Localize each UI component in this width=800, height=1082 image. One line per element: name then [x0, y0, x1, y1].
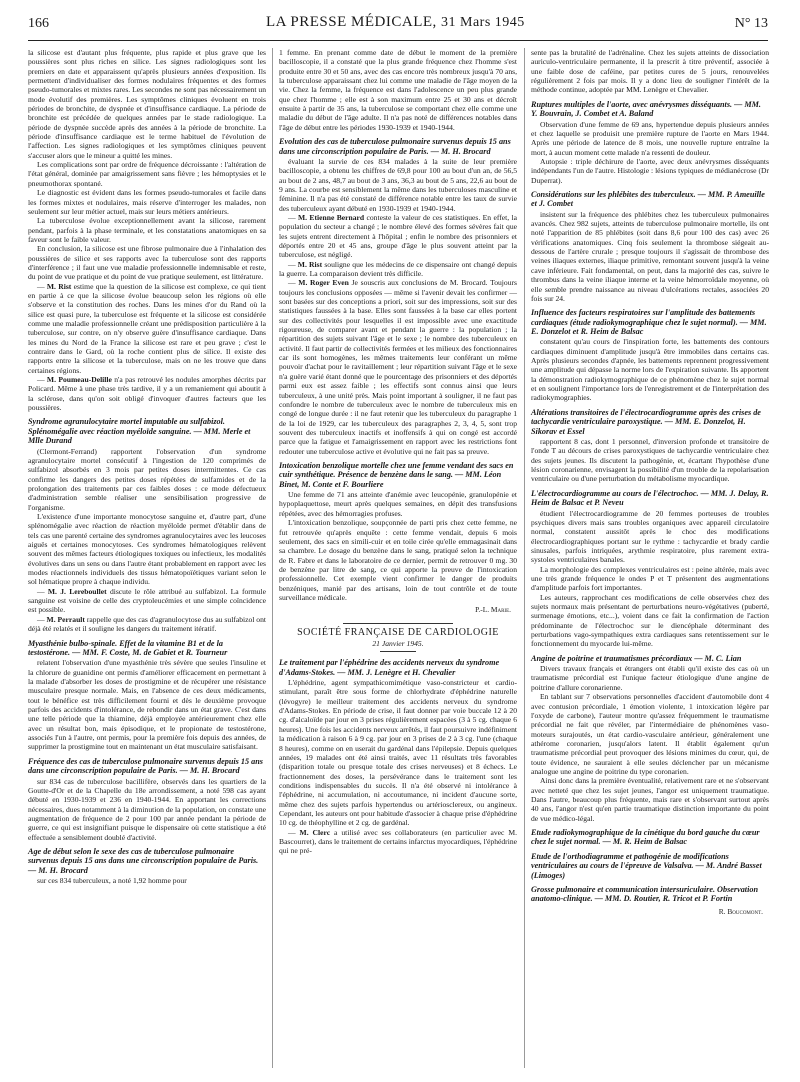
paragraph: évaluant la survie de ces 834 malades à la suite de leur première bacilloscopie, a obtenu les chiffres de 69,8 pour 100 au bout d'un an, de 56,5 au bout de 2 ans, 48,7 au bout de 3 ans, 36,3 au bout de 5 ans, 22,6 au bout de 9 ans. La courbe est sensiblement la même dans les tuberculoses masculine et féminine. Il n'a pas été constaté de différence notable entre les taux de survie des tuberculeux ayant débuté en 1930-1939 et 1940-1944. [279, 156, 517, 213]
paragraph-text: a utilisé avec ses collaborateurs (en particulier avec M. Bascourret), dans le traitement de certains infarctus myocardiques, l'éphédrine qui ne pré- [279, 827, 518, 856]
section-rule-short [380, 651, 416, 652]
authors: M. C. Lian [704, 653, 742, 663]
column-right [531, 48, 769, 916]
paragraph: Les auteurs, rapprochant ces modifications de celle observées chez des sujets normaux mais présentant de perturbations neuro-végétatives (puberté, surmenage émotions, etc...), voient dans ce fait la confirmation de l'action prédominante de l'électrochoc sur le diencéphale déterminant des perturbations vago-sympathiques extra cardiaques sans retentissement sur le fonctionnement du myocarde lui-même. [531, 592, 769, 649]
authors: MM. Y. Bouvrain, J. Combet et A. Baland [531, 99, 761, 119]
paragraph: Les complications sont par ordre de fréquence décroissante : l'altération de l'état général, dominée par amaigrissement sans fièvre ; les hémoptysies et le pneumothorax spontané. [28, 160, 266, 188]
paragraph-text: n'a pas retrouvé les nodules amorphes décrits par Policard. Même à une phase très tardive, il y a un remaniement qui aboutit à la sclérose, dans qu'on soit obligé d'invoquer d'autres facteurs que les poussières. [28, 375, 266, 413]
speaker: M. Clerc [299, 827, 331, 837]
heading-text: Angine de poitrine et traumatismes précordiaux [531, 653, 693, 663]
column-divider [524, 48, 525, 1068]
journal-title [266, 14, 525, 31]
heading-text: Intoxication benzolique mortelle chez une femme vendant des sacs en cuir synthétique. Présence de benzène dans le sang. [279, 460, 514, 480]
header-rule [28, 40, 768, 41]
paragraph: — M. Etienne Bernard conteste la valeur de ces statistiques. En effet, la population du secteur a changé ; le nombre élevé des formes sévères fait que les sujets entrent directement à l'hôpital ; enfin le nombre des prisonniers et déportés entre 20 et 45 ans, groupe d'âge le plus souvent atteint par la tuberculose, est négligé. [279, 212, 517, 260]
paragraph: étudient l'électrocardiogramme de 20 femmes porteuses de troubles psychiques divers mais sans troubles organiques avec appareil circulatoire normal, constatent aussitôt après le choc des modifications électrocardiographiques portant sur le rythme : tachycardie et brady cardie sinusales, parfois intriquées, arythmie respiratoire, plus rarement extra-systoles ventriculaires banales. [531, 508, 769, 565]
paragraph: relatent l'observation d'une myasthénie très sévère que seules l'insuline et la chlorure de guanidine ont permis d'améliorer efficacement en permettant à la malade d'absorber les doses de prostigmine et de récupérer une résistance musculaire presque normale. Mais, en l'absence de ces deux médicaments, tout le bénéfice est très difficilement fourni et dès le deuxième provoque parfois des accidents d'intolérance, de rebondir dans un état grave. C'est dans une telle période que la thiamine, déjà employée antérieurement chez elle avec un résultat bon, mais épisodique, et le propionate de testostérone, associés l'un à l'autre, ont permis, pour la première fois depuis des années, de supprimer la prostigmine tout en maintenant un état musculaire satisfaisant. [28, 658, 266, 752]
section-heading: Altérations transitoires de l'électrocardiogramme après des crises de tachycardie ventriculaire paroxystique. — MM. E. Donzelot, H. Sikorav et Essel [531, 407, 761, 436]
paragraph: L'intoxication benzolique, soupçonnée de parti pris chez cette femme, ne fut retrouvée qu'après enquête : cette femme vendait, depuis 6 mois seulement, des sacs en simili-cuir et en toile cirée qu'elle emmagasinait dans sa chambre. Le dosage du benzène dans le sang, pratiqué selon la technique de R. Fabre et dans le laboratoire de ce dernier, permit de retrouver 0 mg. 30 de benzène par litre de sang, ce qui apporte la preuve de l'intoxication professionnelle. Cet exemple vient confirmer le danger de produits benzéniques, manié par des artisans, loin de tout contrôle et de toute surveillance médicale. [279, 518, 517, 602]
paragraph: La morphologie des complexes ventriculaires est : peine altérée, mais avec une très grande fréquence le ondes P et T présentent des augmentations d'amplitude parfois fort importantes. [531, 564, 769, 593]
paragraph: — M. Roger Even Je souscris aux conclusions de M. Brocard. Toujours toujours les conclusions opposées — même si l'avenir devait les confirmer — sont basées sur des conceptions a priori, soit sur des impressions, soit sur des statistiques faussées à la base. Elles sont faussées à la base car elles portent sur des collectivités pour lesquelles il est impossible avec une exactitude rigoureuse, de comparer avant et pendant la guerre : la population ; la répartition des sujets suivant l'âge et le sexe ; le nombre des tuberculeux en activité. Il faut partir de collectivités fermées et les milieux des fonctionnaires car ils sont homogènes, les mêmes traitements leur conférant un même pouvoir d'achat pour le ravitaillement ; leur répartition suivant l'âge et le sexe n'a guère varié étant donné que le pourcentage des prisonniers et des déportés parmi eux est assez faible ; les effectifs sont connus ainsi que leurs tuberculeux, à une unité près. Mais point important à souligner, il ne faut pas confondre le nombre de tuberculeux avec le nombre de tuberculeux mis en congé de longue durée : il ne faut retenir que les tuberculeux du paragraphe 1 de la loi de 1929, car les tuberculeux des paragraphes 2, 3, 4, 5, sont trop souvent des tuberculeux inactifs et inoffensifs à qui on congé est accordé parce que la fatigue et l'amaigrissement en rapport avec les restrictions font redouter une tuberculose active et évolutive qui ne fait pas sa preuve. [279, 278, 517, 456]
paragraph: En conclusion, la silicose est une fibrose pulmonaire due à l'inhalation des poussières de silice et ses rapports avec la tuberculose sont des rapports d'interférence ; il faut une vue maladie professionnelle indemnisable et reste, du point de vue pratique et du point de vue pratique seulement, est littérature. [28, 244, 266, 282]
authors: MM. D. Routier, R. Tricot et P. Fortin [604, 894, 733, 904]
paragraph: Observation d'une femme de 69 ans, hypertendue depuis plusieurs années et chez laquelle se produisit une première rupture de l'aorte en Mars 1944. Après une période de latence de 8 mois, une nouvelle rupture entraîne la mort, à aucun moment cette malade n'a ressenti de douleur. [531, 119, 769, 157]
heading-text: Ruptures multiples de l'aorte, avec anévrysmes disséquants. [531, 99, 733, 109]
section-heading: Angine de poitrine et traumatismes précordiaux — M. C. Lian [531, 653, 742, 663]
society-title: SOCIÉTÉ FRANÇAISE DE CARDIOLOGIE [297, 626, 499, 638]
section-heading: L'électrocardiogramme au cours de l'électrochoc. — MM. J. Delay, R. Heim de Balsac et P. Neveu [531, 488, 769, 508]
section-heading: Syndrome agranulocytaire mortel imputable au sulfabizol. Splénomégalie avec réaction myéloïde sanguine. — MM. Merle et Mlle Durand [28, 417, 251, 446]
journal-name: LA PRESSE MÉDICALE, [266, 14, 437, 30]
issue-number: N° 13 [734, 16, 768, 31]
paragraph: sur ces 834 tuberculeux, a noté 1,92 homme pour [37, 876, 187, 886]
paragraph-text: souligne que les médecins de ce dispensaire ont changé depuis la guerre. La comparaison devient très difficile. [279, 259, 517, 279]
authors: MM. P. Ameuille et J. Combet [531, 189, 765, 209]
authors: MM. J. Delay, R. Heim de Balsac et P. Neveu [531, 488, 769, 508]
column-left [28, 48, 266, 886]
paragraph: constatent qu'au cours de l'inspiration forte, les battements des contours cardiaques diminuent d'amplitude jusqu'à être immobiles dans certains cas. Après plusieurs secondes d'apnée, les battements reprennent progressivement une amplitude qui dépasse la norme lors de l'expiration suivante. Ils apportent la démonstration radiokymographique de ce phénomène chez le sujet normal et en soulignent l'importance lors de l'enregistrement et de l'interprétation des radiokymographies. [531, 337, 769, 403]
authors: M. André Basset (Limoges) [531, 861, 762, 880]
heading-text: Altérations transitoires de l'électrocardiogramme après des crises de tachycardie ventriculaire paroxystique. [531, 407, 761, 427]
paragraph: Ainsi donc dans la première éventualité, relativement rare et ne s'observant avec netteté que chez les sujet jeunes, l'angor est uniquement traumatique. Dans l'autre, beaucoup plus fréquente, mais rare et s'observant surtout après 40 ans, l'angor n'est qu'en partie traumatique distinction importante du point de vue médico-légal. [531, 776, 769, 823]
paragraph: (Clermont-Ferrand) rapportent l'observation d'un syndrome agranulocytaire mortel consécutif à l'ingestion de 120 comprimés de sulfabizol absorbés en 3 mois par petites doses intermittentes. Ce cas confirme les dangers des petites doses répétées de sulfamides et de la prolongation des traitements par ces faibles doses : ce mode défectueux d'administration semble réaliser une sensibilisation progressive de l'organisme. [28, 446, 266, 512]
paragraph: — M. Rist souligne que les médecins de ce dispensaire ont changé depuis la guerre. La comparaison devient très difficile. [279, 259, 517, 279]
speaker: M. Rist [46, 281, 72, 291]
authors: M. H. Brocard [189, 766, 240, 776]
page-header [28, 14, 768, 34]
signature: R. Boucomont. [718, 906, 763, 916]
speaker: M. J. Lereboullet [47, 586, 107, 596]
paragraph: L'éphédrine, agent sympathicomimétique vaso-constricteur et cardio-stimulant, paraît être sous forme de chlorhydrate d'éphédrine naturelle (lévogyre) le meilleur traitement des accidents nerveux du syndrome d'Adams-Stokes. En période de crise, il faut donner par voie buccale 12 à 20 cg. d'alcaloïde par jour en 3 prises régulièrement espacées (3 à 5 cg. chaque 6 heures). Une fois les accidents nerveux arrêtés, il faut poursuivre indéfiniment la médication à raison 6 à 9 cg. par jour en 3 prises de 2 à 3 cg. l'une (chaque 8 heures), comme on en userait du gardénal dans l'épilepsie. Depuis quelques années, 19 malades ont été ainsi traités, avec 11 résultats très favorables (disparition totale ou presque totale des crises nerveuses) et 8 échecs. Le fractionnement des doses, la persévérance dans le traitement sont les conditions indispensables du succès. Il n'a été observé ni intolérance à l'éphédrine, ni accumulation, ni accoutumance, ni incident d'aucune sorte, même chez des sujets parfois hypertendus ou artériosclereux, ou angineux. Cependant, les auteurs ont pour habitude d'associer à chaque prise d'éphédrine 10 cg. de théophylline et 2 cg. de gardénal. [279, 678, 517, 828]
section-heading: Intoxication benzolique mortelle chez une femme vendant des sacs en cuir synthétique. Présence de benzène dans le sang. — MM. Léon Binet, M. Conte et F. Bourliere [279, 460, 514, 489]
issue-date: 31 Mars 1945 [441, 15, 525, 30]
heading-text: Syndrome agranulocytaire mortel imputable au sulfabizol. Splénomégalie avec réaction myéloïde sanguine. [28, 417, 225, 436]
section-heading: Ruptures multiples de l'aorte, avec anévrysmes disséquants. — MM. Y. Bouvrain, J. Combet et A. Baland [531, 99, 761, 119]
paragraph: Le diagnostic est évident dans les formes pseudo-tumorales et facile dans les formes mixtes et nodulaires, mais réserve d'interroger les malades, non seulement sur leur métier actuel, mais sur leurs métiers antérieurs. [28, 188, 266, 216]
heading-text: Considérations sur les phlébites des tuberculeux. [531, 189, 696, 199]
session-date: 21 Janvier 1945. [372, 638, 424, 648]
paragraph-text: discute le rôle attribué au sulfabizol. La formule sanguine est voisine de celle des cryptoleucémies et une simple coïncidence est possible. [28, 586, 266, 615]
section-heading: Influence des facteurs respiratoires sur l'amplitude des battements cardiaques (étude radiokymographique chez le sujet normal). — MM. E. Donzelot et R. Heim de Balsac [531, 308, 767, 336]
speaker: M. Rist [297, 259, 323, 269]
paragraph: L'existence d'une importante monocytose sanguine et, d'autre part, d'une splénomégalie avec réaction de réaction myéloïde permet d'établir dans de tels cas une parenté certaine des syndromes agranulocytaires avec les leucoses aiguës et certaines monocytoses. Ces syndromes hématologiques relèvent souvent des mêmes facteurs étiologiques toxiques ou infectieux, les modalités évolutives dans un sens ou dans l'autre étant probablement en rapport avec les modes réactionnels individuels des tissus hématopoïétiques variant selon le sol hématique propre à chaque individu. [28, 512, 266, 587]
paragraph-text: Je souscris aux conclusions de M. Brocard. Toujours toujours les conclusions opposées — même si l'avenir devait les confirmer — sont basées sur des conceptions a priori, soit sur des impressions, soit sur des statistiques faussées à la base. Elles sont faussées à la base car elles portent sur des collectivités pour lesquelles il est impossible avec une exactitude rigoureuse, de comparer avant et pendant la guerre : la population ; la répartition des sujets suivant l'âge et le sexe ; le nombre des tuberculeux en activité. Il faut partir de collectivités fermées et les milieux des fonctionnaires car ils sont homogènes, les mêmes traitements leur conférant un même pouvoir d'achat pour le ravitaillement ; leur répartition suivant l'âge et le sexe n'a guère varié étant donné que le pourcentage des prisonniers et des déportés parmi eux est assez faible ; les effectifs sont connus ainsi que leurs tuberculeux, à une unité près. Mais point important à souligner, il ne faut pas confondre le nombre de tuberculeux avec le nombre de tuberculeux mis en congé de longue durée : il ne faut retenir que les tuberculeux du paragraphe 1 de la loi de 1929, car les tuberculeux des paragraphes 2, 3, 4, 5, sont trop souvent des tuberculeux inactifs et inoffensifs à qui on congé est accordé parce que la fatigue et l'amaigrissement en rapport avec les restrictions font redouter une tuberculose active et évolutive qui ne fait pas sa preuve. [279, 278, 517, 456]
heading-text: Evolution des cas de tuberculose pulmonaire survenus depuis 15 ans dans une circonscription populaire de Paris. [279, 137, 511, 156]
heading-text: Grosse pulmonaire et communication intersuriculaire. Observation anatomo-clinique. [531, 885, 758, 904]
heading-text: Etude radiokymographique de la cinétique du bord gauche du cœur chez le sujet normal. [531, 827, 760, 847]
authors: M. H. Brocard [38, 865, 88, 875]
speaker: M. Perrault [46, 614, 85, 624]
paragraph: — M. Clerc a utilisé avec ses collaborateurs (en particulier avec M. Bascourret), dans le traitement de certains infarctus myocardiques, l'éphédrine qui ne pré- [279, 827, 518, 856]
paragraph: — M. J. Lereboullet discute le rôle attribué au sulfabizol. La formule sanguine est voisine de celle des cryptoleucémies et une simple coïncidence est possible. [28, 586, 266, 615]
paragraph-text: estime que la question de la silicose est complexe, ce qui tient en partie à ce que la silicose évolue beaucoup selon les régions où elle s'observe et la constitution des roches. Dans les mines d'or du Rand où la silice est quasi pure, la tuberculose est fréquente et la silicose est considérée comme une maladie professionnelle créant une prédisposition particulière à la tuberculose, sur contre, on n'y observe guère d'insuffisance cardiaque. Dans les mines du Nord de la France la silicose est rare et peu grave ; c'est le contraire dans le Gard, où la roche contient plus de silice. Il existe des rapports entre la silicose et la tuberculose, mais on ne les trouve que dans certaines régions. [28, 281, 266, 375]
paragraph-text: rappelle que des cas d'agranulocytose dus au sulfabizol ont déjà été relatés et il souligne les dangers du traitement itératif. [28, 614, 267, 634]
authors: MM. J. Lenègre et H. Chevalier [347, 667, 456, 677]
paragraph: insistent sur la fréquence des phlébites chez les tuberculeux pulmonaires avancés. Chez 982 sujets, atteints de tuberculose pulmonaire mortelle, ils ont noté l'apparition de 85 phlébites (soit dans 8,6 pour 100 des cas) avec 26 vérifications anatomiques. Cinq fois seulement la thrombose siégeait au-dessous de l'artère crurale ; presque toujours il s'agissait de thrombose des veines iliaques externes, iliaque primitive, remontant souvent jusqu'à la veine cave inférieure. Fait fondamental, on peut, dans la majorité des cas, suivre le thrombus dans la veine iliaque interne et la veine hémorroïdale moyenne, où elle semble prendre naissance au niveau d'ulcérations rectales, associées 20 fois sur 24. [531, 209, 769, 303]
section-heading: Grosse pulmonaire et communication intersuriculaire. Observation anatomo-clinique. — MM. D. Routier, R. Tricot et P. Fortin [531, 885, 758, 904]
paragraph: — M. Rist estime que la question de la silicose est complexe, ce qui tient en partie à ce que la silicose évolue beaucoup selon les régions où elle s'observe et la constitution des roches. Dans les mines d'or du Rand où la silice est quasi pure, la tuberculose est fréquente et la silicose est considérée comme une maladie professionnelle créant une prédisposition particulière à la tuberculose, sur contre, on n'y observe guère d'insuffisance cardiaque. Dans les mines du Nord de la France la silicose est rare et peu grave ; c'est le contraire dans le Gard, où la roche contient plus de silice. Il existe des rapports entre la silicose et la tuberculose, mais on ne les trouve que dans certaines régions. [28, 281, 266, 375]
heading-text: Le traitement par l'éphédrine des accidents nerveux du syndrome d'Adams-Stokes. [279, 658, 500, 677]
paragraph: — M. Poumeau-Delille n'a pas retrouvé les nodules amorphes décrits par Policard. Même à une phase très tardive, il y a un remaniement qui aboutit à la sclérose, dans qu'on soit obligé d'invoquer d'autres facteurs que les poussières. [28, 375, 266, 413]
speaker: M. Poumeau-Delille [46, 375, 112, 385]
heading-text: Influence des facteurs respiratoires sur l'amplitude des battements cardiaques (étude radiokymographique chez le sujet normal). [531, 308, 756, 327]
section-heading: Considérations sur les phlébites des tuberculeux. — MM. P. Ameuille et J. Combet [531, 189, 765, 209]
paragraph: En tablant sur 7 observations personnelles d'accident d'automobile dont 4 avec contusion précordiale, 1 émotion violente, 1 intoxication légère par l'oxyde de carbone), l'auteur montre qu'assez fréquemment le traumatisme précordial ne fait que révéler, par l'intermédiaire de phénomènes vaso-moteurs surajoutés, un état cardio-vasculaire antérieur, généralement une athérome coronarien, jusqu'alors latent. Il établit également qu'un traumatisme précordial peut provoquer des lésions minimes du cœur, qui, de toute évidence, ne sauraient à elle seules déclencher par un mécanisme analogue une angine de poitrine du type coronarien. [531, 692, 769, 776]
heading-text: Age de début selon le sexe des cas de tuberculose pulmonaire survenus depuis 15 ans dans une circonscription populaire de Paris. [28, 846, 259, 866]
page-number: 166 [28, 16, 49, 31]
heading-text: Myasthénie bulbo-spinale. Effet de la vitamine B1 et de la testostérone. [28, 638, 223, 657]
paragraph: Une femme de 71 ans atteinte d'anémie avec leucopénie, granulopénie et hypoplaquettose, meurt après quelques semaines, en dépit des transfusions répétées, avec des hémorragies profuses. [279, 490, 517, 518]
heading-text: L'électrocardiogramme au cours de l'électrochoc. [531, 488, 699, 498]
paragraph-text: conteste la valeur de ces statistiques. En effet, la population du secteur a changé ; le nombre élevé des formes sévères fait que les sujets entrent directement à l'hôpital ; enfin le nombre des prisonniers et déportés entre 20 et 45 ans, groupe d'âge le plus souvent atteint par la tuberculose, est négligé. [279, 212, 517, 260]
authors: M. R. Heim de Balsac [612, 837, 688, 847]
speaker: M. Roger Even [298, 278, 349, 288]
authors: M. H. Brocard [440, 146, 491, 156]
paragraph: 1 femme. En prenant comme date de début le moment de la première bacilloscopie, il a constaté que la plus grande fréquence chez l'homme s'est produite entre 30 et 50 ans, avec des cas encore très nombreux jusqu'à 70 ans, la tuberculose apparaissant chez lui comme une maladie de l'âge moyen de la vie. Chez la femme, la fréquence est dans l'adolescence un peu plus grande que chez l'homme ; elle est à son maximum entre 25 et 30 ans et décroît ensuite à partir de 35 ans, la tuberculose se comportant chez elle comme une maladie du début de l'âge adulte. Il n'a pas noté de différences notables dans l'âge de début entre les périodes 1930-1939 et 1940-1944. [279, 48, 517, 132]
section-heading: Le traitement par l'éphédrine des accidents nerveux du syndrome d'Adams-Stokes. — MM. J. Lenègre et H. Chevalier [279, 658, 500, 677]
paragraph: la silicose est d'autant plus fréquente, plus rapide et plus grave que les poussières sont plus riches en silice. Les signes radiologiques sont les premiers en date et apparaissent qu'après plusieurs années d'exposition. Ils permettent d'individualiser des formes nodulaires fréquentes et des formes pseudo-tumorales et mixtes rares. Les secondes ne sont pas nécessairement un mode évolutif des premières. Les symptômes cliniques évoluent en trois périodes de bronchite, de dyspnée et d'insuffisance cardiaque. La période de bronchite est précédée de quelques années par le stade radiologique. La période de dyspnée succède après des années à la période de bronchite. La période d'insuffisance cardiaque est le terme habituel de l'évolution de l'affection. Les signes radiologiques et les symptômes cliniques peuvent s'accuser alors que le mineur a quitté les mines. [28, 48, 266, 160]
paragraph: Divers travaux français et étrangers ont établi qu'il existe des cas où un traumatisme précordial est l'unique facteur étiologique d'une angine de poitrine d'allure coronarienne. [531, 664, 769, 692]
column-divider [272, 48, 273, 1068]
heading-text: Fréquence des cas de tuberculose pulmonaire survenus depuis 15 ans dans une circonscription populaire de Paris. [28, 756, 263, 776]
paragraph: sur 834 cas de tuberculose bacillifère, observés dans les quartiers de la Goutte-d'Or et de la Chapelle du 18e arrondissement, a noté 598 cas ayant débuté en 1930-1939 et 236 en 1940-1944. En apportant les corrections nécessaires, dues notamment à la diminution de la population, on constate une augmentation de fréquence de 2 pour 100 par année pendant la période de guerre, ce qui est insignifiant puisque le dispensaire où cette statistique a été effectuée a sensiblement doublé d'activité. [28, 776, 266, 842]
paragraph: rapportent 8 cas, dont 1 personnel, d'inversion profonde et transitoire de l'onde T au décours de crises paroxystiques de tachycardie ventriculaire chez des sujets jeunes. Ils discutent la pathogénie, et, écartant l'hypothèse d'une lésion coronarienne, envisagent la possibilité d'un trouble de la repolarisation ventriculaire ou d'une perturbation du métabolisme myocardique. [531, 437, 769, 484]
section-heading: Etude radiokymographique de la cinétique du bord gauche du cœur chez le sujet normal. — M. R. Heim de Balsac [531, 827, 760, 847]
column-middle [279, 48, 517, 856]
authors: MM. E. Donzelot, H. Sikorav et Essel [531, 417, 746, 436]
paragraph: sente pas la brutalité de l'adrénaline. Chez les sujets atteints de dissociation auriculo-ventriculaire permanente, il la prescrit à titre préventif, associée à une faible dose de caféine, par petites cures de 5 jours, renouvelées régulièrement 2 fois par mois. Il y a donc lieu de souligner l'intérêt de la méthode continue, adoptée par MM. Lenègre et Chevalier. [531, 48, 769, 95]
paragraph: Autopsie : triple déchirure de l'aorte, avec deux anévrysmes disséquants indépendants l'un de l'autre. Histologie : lésions typiques de médianécrose (Dr Duperrat). [531, 156, 769, 185]
heading-text: Etude de l'orthodiagramme et pathogénie de modifications ventriculaires au cours de l'épreuve de Valsalva. [531, 851, 729, 871]
section-heading: Myasthénie bulbo-spinale. Effet de la vitamine B1 et de la testostérone. — MM. F. Coste, M. de Gabiet et R. Tourneur [28, 638, 228, 657]
section-heading: Fréquence des cas de tuberculose pulmonaire survenus depuis 15 ans dans une circonscription populaire de Paris. — M. H. Brocard [28, 756, 263, 776]
paragraph: — M. Perrault rappelle que des cas d'agranulocytose dus au sulfabizol ont déjà été relatés et il souligne les dangers du traitement itératif. [28, 614, 267, 634]
section-heading: Age de début selon le sexe des cas de tuberculose pulmonaire survenus depuis 15 ans dans une circonscription populaire de Paris. — M. H. Brocard [28, 846, 259, 875]
authors: MM. E. Donzelot et R. Heim de Balsac [531, 317, 767, 336]
authors: MM. F. Coste, M. de Gabiet et R. Tourneur [82, 647, 228, 657]
section-heading: Evolution des cas de tuberculose pulmonaire survenus depuis 15 ans dans une circonscription populaire de Paris. — M. H. Brocard [279, 137, 511, 156]
speaker: M. Etienne Bernard [297, 212, 365, 222]
section-rule [343, 623, 453, 624]
authors: MM. Merle et Mlle Durand [28, 426, 251, 446]
authors: MM. Léon Binet, M. Conte et F. Bourliere [279, 470, 502, 489]
paragraph: La tuberculose évolue exceptionnellement avant la silicose, rarement pendant, parfois à la phase terminale, et les constatations anatomiques en sa faveur sont le faible valeur. [28, 216, 266, 244]
signature: P.-L. Marie. [475, 605, 511, 615]
section-heading: Etude de l'orthodiagramme et pathogénie de modifications ventriculaires au cours de l'épreuve de Valsalva. — M. André Basset (Limoges) [531, 851, 762, 880]
